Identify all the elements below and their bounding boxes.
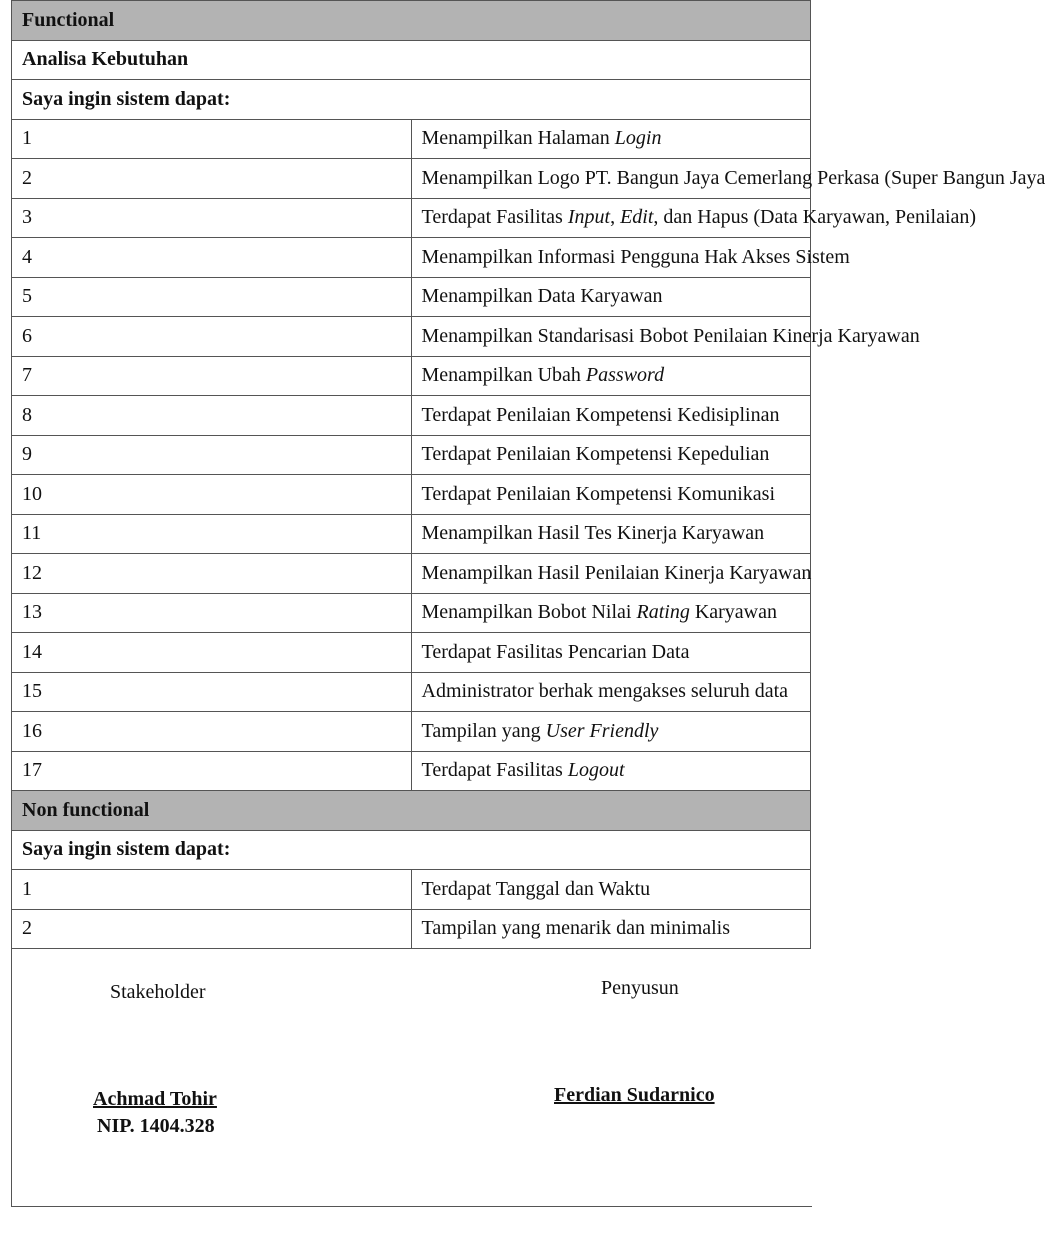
functional-item-row (12, 751, 811, 791)
functional-item-text-part: Menampilkan Logo PT. Bangun Jaya Cemerlang Perkasa (Super Bangun Jaya (421, 166, 1045, 189)
functional-item-text-part: Menampilkan Bobot Nilai (421, 601, 637, 624)
non-functional-item-row (12, 909, 811, 949)
functional-item-row (12, 119, 811, 159)
non-functional-item-number: 1 (12, 870, 412, 910)
functional-item-number: 14 (12, 633, 412, 673)
non-functional-item-text-part: Tampilan yang menarik dan minimalis (421, 917, 731, 940)
functional-item-row (12, 554, 811, 594)
functional-item-description (411, 633, 811, 673)
functional-item-number: 2 (12, 159, 412, 199)
functional-item-row (12, 593, 811, 633)
functional-item-number: 15 (12, 672, 412, 712)
non-functional-item-number: 2 (12, 909, 412, 949)
non-functional-item-description (411, 909, 811, 949)
functional-item-number: 16 (12, 712, 412, 752)
functional-item-number: 11 (12, 514, 412, 554)
functional-item-row (12, 317, 811, 357)
functional-item-row (12, 514, 811, 554)
non-functional-intro-row (12, 830, 811, 870)
functional-item-text-part: Logout (567, 759, 625, 782)
functional-intro: Saya ingin sistem dapat: (12, 80, 811, 120)
functional-item-text-part: Menampilkan Halaman (421, 127, 615, 150)
functional-item-text-part: Menampilkan Hasil Tes Kinerja Karyawan (421, 522, 765, 545)
functional-item-text-part: Administrator berhak mengakses seluruh data (421, 680, 789, 703)
functional-item-row (12, 277, 811, 317)
functional-item-description (411, 593, 811, 633)
functional-item-description (411, 712, 811, 752)
functional-item-description (411, 514, 811, 554)
non-functional-heading: Non functional (12, 791, 811, 831)
functional-item-text-part: Tampilan yang (421, 719, 546, 742)
functional-item-description (411, 159, 1045, 199)
functional-item-text-part: , dan Hapus (Data Karyawan, Penilaian) (653, 206, 977, 229)
functional-heading-row (12, 1, 811, 41)
functional-item-number: 17 (12, 751, 412, 791)
functional-item-text-part: Menampilkan Hasil Penilaian Kinerja Karyawan (421, 561, 812, 584)
stakeholder-name: Achmad Tohir (93, 1088, 217, 1110)
non-functional-item-row (12, 870, 811, 910)
functional-item-text-part: Terdapat Penilaian Kompetensi Kedisiplinan (421, 403, 780, 426)
functional-item-row (12, 672, 811, 712)
non-functional-item-description (411, 870, 811, 910)
author-label: Penyusun (601, 977, 679, 999)
functional-item-number: 3 (12, 198, 412, 238)
functional-item-text-part: Terdapat Fasilitas Pencarian Data (421, 640, 690, 663)
functional-item-text-part: Edit (620, 206, 654, 229)
functional-item-number: 6 (12, 317, 412, 357)
functional-item-number: 5 (12, 277, 412, 317)
functional-item-description (411, 396, 811, 436)
author-name: Ferdian Sudarnico (554, 1084, 715, 1106)
functional-item-text-part: Karyawan (689, 601, 778, 624)
requirements-table (11, 0, 1045, 949)
functional-item-description (411, 238, 850, 278)
functional-intro-row (12, 80, 811, 120)
functional-item-text-part: Rating (636, 601, 690, 624)
functional-item-description (411, 751, 811, 791)
functional-item-number: 13 (12, 593, 412, 633)
functional-item-description (411, 317, 920, 357)
functional-subheading-row (12, 40, 811, 80)
functional-item-text-part: Terdapat Penilaian Kompetensi Komunikasi (421, 482, 776, 505)
functional-item-text-part: Input (567, 206, 611, 229)
functional-item-description (411, 554, 811, 594)
functional-item-text-part: Menampilkan Standarisasi Bobot Penilaian Kinerja Karyawan (421, 324, 920, 347)
functional-item-description (411, 198, 977, 238)
functional-item-text-part: Terdapat Fasilitas (421, 759, 568, 782)
functional-item-description (411, 277, 811, 317)
functional-item-number: 4 (12, 238, 412, 278)
functional-item-number: 7 (12, 356, 412, 396)
functional-item-text-part: Terdapat Fasilitas (421, 206, 568, 229)
functional-item-text-part: Menampilkan Data Karyawan (421, 285, 663, 308)
functional-item-row (12, 435, 811, 475)
functional-item-description (411, 475, 811, 515)
signature-section (11, 948, 812, 1207)
functional-heading: Functional (12, 1, 811, 41)
functional-item-description (411, 356, 811, 396)
functional-item-number: 1 (12, 119, 412, 159)
requirements-table-body (12, 1, 1045, 949)
functional-item-text-part: Menampilkan Ubah (421, 364, 586, 387)
functional-item-description (411, 119, 811, 159)
functional-item-row (12, 356, 811, 396)
stakeholder-label: Stakeholder (110, 981, 206, 1003)
non-functional-intro: Saya ingin sistem dapat: (12, 830, 811, 870)
functional-item-text-part: Password (585, 364, 665, 387)
functional-item-number: 9 (12, 435, 412, 475)
functional-item-text-part: Menampilkan Informasi Pengguna Hak Akses Sistem (421, 245, 850, 268)
functional-item-row (12, 475, 811, 515)
functional-item-row (12, 238, 811, 278)
functional-item-row (12, 712, 811, 752)
functional-item-row (12, 198, 811, 238)
functional-item-text-part: , (610, 206, 621, 229)
functional-item-number: 8 (12, 396, 412, 436)
functional-item-text-part: User Friendly (545, 719, 659, 742)
functional-item-row (12, 633, 811, 673)
functional-item-row (12, 396, 811, 436)
functional-item-number: 12 (12, 554, 412, 594)
functional-item-number: 10 (12, 475, 412, 515)
stakeholder-nip: NIP. 1404.328 (97, 1115, 215, 1137)
functional-item-text-part: Login (614, 127, 662, 150)
non-functional-heading-row (12, 791, 811, 831)
requirements-document (11, 0, 1045, 949)
functional-item-description (411, 672, 811, 712)
functional-item-text-part: Terdapat Penilaian Kompetensi Kepedulian (421, 443, 770, 466)
functional-item-row (12, 159, 811, 199)
functional-subheading: Analisa Kebutuhan (12, 40, 811, 80)
functional-item-description (411, 435, 811, 475)
non-functional-item-text-part: Terdapat Tanggal dan Waktu (421, 877, 651, 900)
